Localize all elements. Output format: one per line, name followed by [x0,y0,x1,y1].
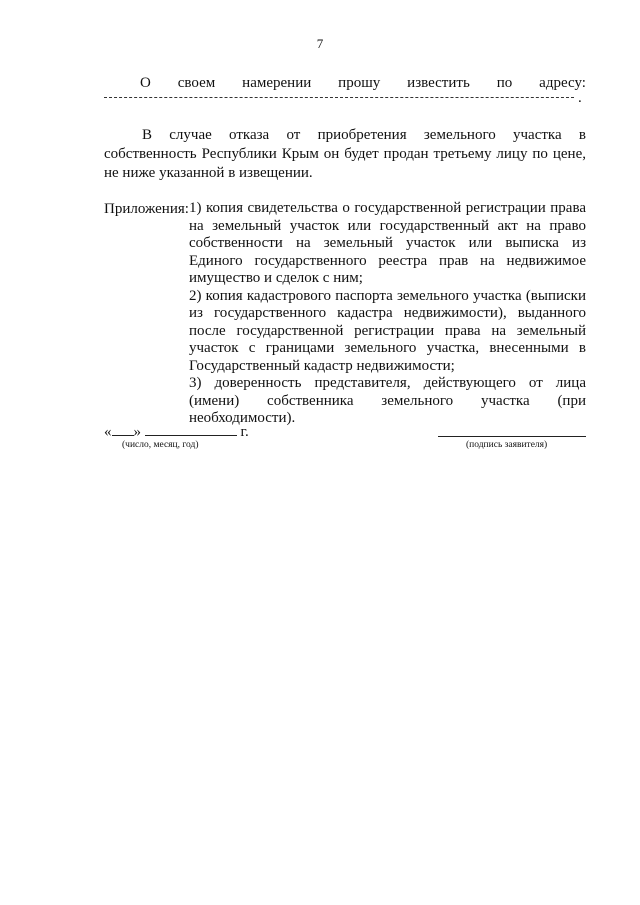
address-word: известить [407,75,470,91]
date-close-quote: » [133,424,141,440]
address-word: прошу [338,75,381,91]
address-word: адресу: [539,75,586,91]
attachment-item: 2) копия кадастрового паспорта земельного участка (выписки из государственного кадастра недвижимости), выданного после государственной регистрации права на земельный участок с границами земельного участка, внесенными в Государственный кадастр недвижимости; [189,287,586,374]
address-request-line [140,75,586,92]
refusal-paragraph: В случае отказа от приобретения земельного участка в собственность Республики Крым он будет продан третьему лицу по цене, не ниже указанной в извещении. [104,127,586,181]
date-open-quote: « [104,424,112,440]
month-year-blank [145,423,237,436]
address-word: намерении [242,75,312,91]
address-word: по [496,75,513,91]
signature-line [438,436,586,437]
address-word: своем [177,75,216,91]
address-word: О [140,75,151,91]
day-blank [112,423,134,436]
address-blank-line [104,97,574,98]
date-line [104,423,249,441]
date-caption: (число, месяц, год) [122,440,199,450]
attachment-item: 1) копия свидетельства о государственной регистрации права на земельный участок или государственный акт на право собственности на земельный участок или выписка из Единого государственного реестра прав на недвижимое имущество и сделок с ним; [189,200,586,286]
page-number: 7 [316,36,324,51]
address-end-dot: . [578,90,582,106]
attachments-label: Приложения: [104,201,189,217]
attachment-item: 3) доверенность представителя, действующего от лица (имени) собственника земельного участка (при необходимости). [189,375,586,426]
signature-caption: (подпись заявителя) [466,440,548,450]
attachments-list [189,200,586,428]
year-suffix: г. [240,424,249,440]
